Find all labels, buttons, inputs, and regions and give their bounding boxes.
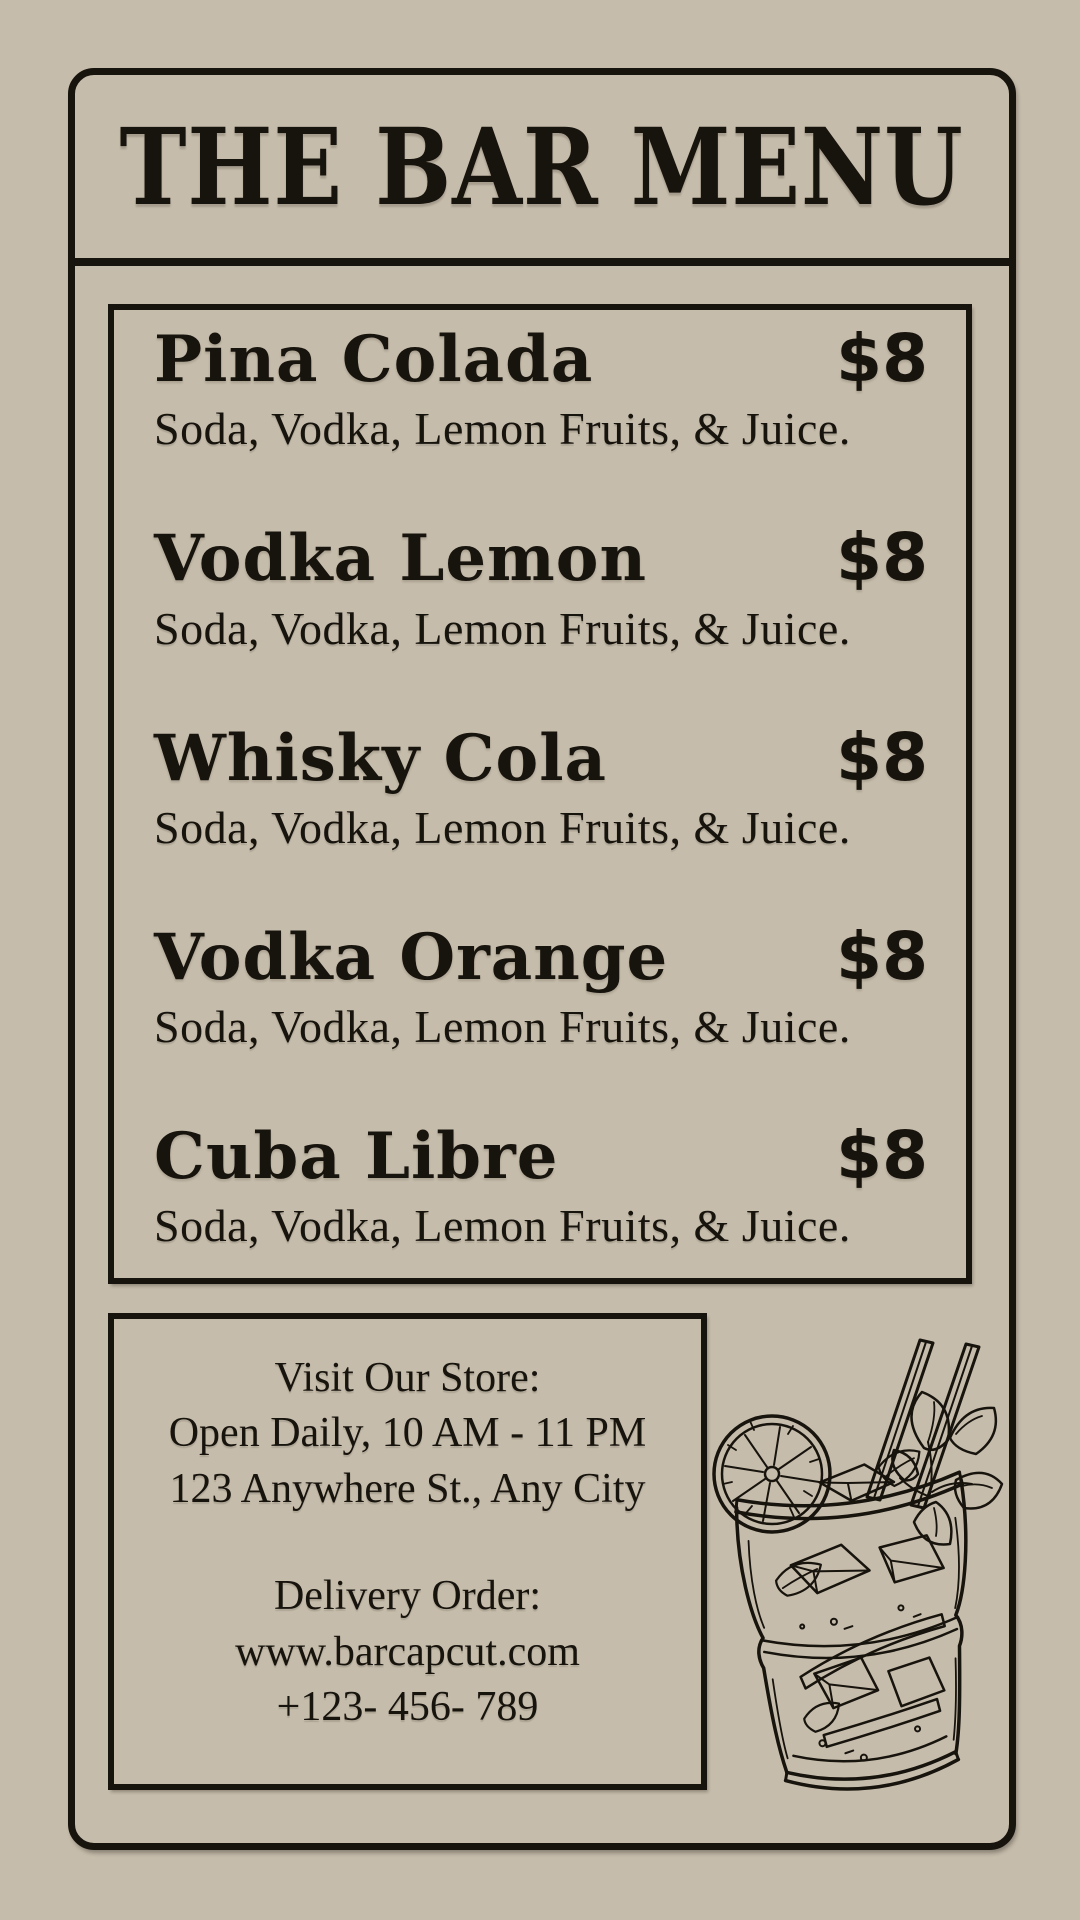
menu-item-row xyxy=(154,1117,928,1195)
menu-item-vodka-lemon xyxy=(154,519,928,654)
store-phone: +123- 456- 789 xyxy=(276,1684,539,1731)
cocktail-illustration xyxy=(684,1322,1006,1837)
item-description: Soda, Vodka, Lemon Fruits, & Juice. xyxy=(154,1001,851,1053)
item-price: $8 xyxy=(836,320,928,397)
item-description: Soda, Vodka, Lemon Fruits, & Juice. xyxy=(154,1200,851,1252)
menu-poster xyxy=(68,68,1016,1850)
item-description: Soda, Vodka, Lemon Fruits, & Juice. xyxy=(154,801,851,853)
store-address: 123 Anywhere St., Any City xyxy=(169,1465,646,1512)
menu-items-box xyxy=(108,304,972,1284)
menu-item-row xyxy=(154,917,928,995)
menu-item-whisky-cola xyxy=(154,718,928,854)
menu-item-vodka-orange xyxy=(154,917,928,1053)
item-price: $8 xyxy=(836,519,928,597)
menu-item-cuba-libre xyxy=(154,1117,928,1252)
menu-item-row xyxy=(154,718,928,796)
menu-item-row xyxy=(154,320,928,397)
poster-header xyxy=(75,75,1009,266)
visit-heading: Visit Our Store: xyxy=(274,1355,541,1401)
store-website: www.barcapcut.com xyxy=(235,1628,580,1675)
delivery-heading: Delivery Order: xyxy=(273,1573,542,1620)
item-price: $8 xyxy=(836,1117,928,1195)
store-info-box xyxy=(108,1313,707,1790)
item-name: Cuba Libre xyxy=(154,1119,559,1195)
item-name: Vodka Lemon xyxy=(154,521,647,597)
item-price: $8 xyxy=(836,718,928,796)
item-description: Soda, Vodka, Lemon Fruits, & Juice. xyxy=(154,403,851,455)
menu-item-pina-colada xyxy=(154,320,928,455)
cocktail-glass-icon xyxy=(684,1322,1006,1837)
item-price: $8 xyxy=(836,917,928,995)
store-hours: Open Daily, 10 AM - 11 PM xyxy=(168,1410,647,1457)
item-description: Soda, Vodka, Lemon Fruits, & Juice. xyxy=(154,602,851,654)
item-name: Pina Colada xyxy=(154,322,594,397)
lemon-wheel xyxy=(714,1416,830,1532)
item-name: Vodka Orange xyxy=(154,919,669,995)
item-name: Whisky Cola xyxy=(154,720,607,796)
page-title: THE BAR MENU xyxy=(119,104,965,229)
glass xyxy=(732,1446,988,1798)
menu-item-row xyxy=(154,519,928,597)
